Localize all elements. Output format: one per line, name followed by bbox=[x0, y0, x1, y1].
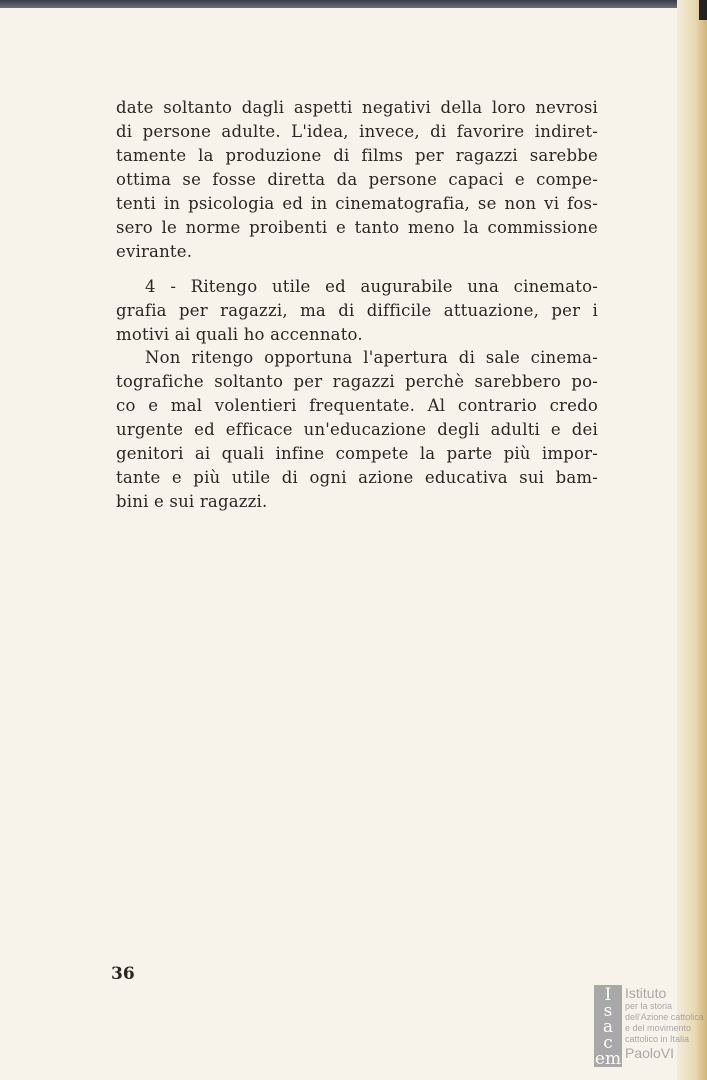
logo-line: cattolico in Italia bbox=[625, 1034, 690, 1044]
text-line: urgente ed efficace un'educazione degli adulti e dei bbox=[116, 420, 598, 439]
text-line: evirante. bbox=[116, 242, 193, 261]
text-line: ottima se fosse diretta da persone capaci e compe- bbox=[116, 170, 598, 189]
logo-line: PaoloVI bbox=[625, 1045, 675, 1061]
text-line: 4 - Ritengo utile ed augurabile una cinemato- bbox=[145, 277, 598, 296]
text-line: Non ritengo opportuna l'apertura di sale cinema- bbox=[145, 348, 598, 367]
text-line: tamente la produzione di films per ragazzi sarebbe bbox=[116, 146, 598, 165]
page-number: 36 bbox=[111, 964, 135, 984]
page-edge bbox=[677, 0, 707, 1080]
logo-line: Istituto bbox=[625, 985, 667, 1001]
text-line: tante e più utile di ogni azione educativa sui bam- bbox=[116, 468, 598, 487]
text-line: grafia per ragazzi, ma di difficile attuazione, per i bbox=[116, 301, 598, 320]
logo-letters: I s a c em bbox=[594, 985, 622, 1069]
text-line: tenti in psicologia ed in cinematografia, se non vi fos- bbox=[116, 194, 598, 213]
text-line: di persone adulte. L'idea, invece, di favorire indiret- bbox=[116, 122, 598, 141]
text-line: sero le norme proibenti e tanto meno la commissione bbox=[116, 218, 598, 237]
logo-line: dell'Azione cattolica bbox=[625, 1012, 704, 1022]
scan-corner bbox=[699, 0, 707, 20]
logo-line: per la storia bbox=[625, 1001, 673, 1011]
text-line: date soltanto dagli aspetti negativi della loro nevrosi bbox=[116, 98, 598, 117]
isacem-logo bbox=[594, 985, 704, 1067]
text-line: co e mal volentieri frequentate. Al contrario credo bbox=[116, 396, 598, 415]
text-line: motivi ai quali ho accennato. bbox=[116, 325, 363, 344]
logo-text bbox=[625, 985, 704, 1067]
logo-line: e del movimento bbox=[625, 1023, 692, 1033]
scan-top-border bbox=[0, 0, 707, 8]
text-line: bini e sui ragazzi. bbox=[116, 492, 268, 511]
text-line: genitori ai quali infine compete la parte più impor- bbox=[116, 444, 598, 463]
text-line: tografiche soltanto per ragazzi perchè sarebbero po- bbox=[116, 372, 598, 391]
